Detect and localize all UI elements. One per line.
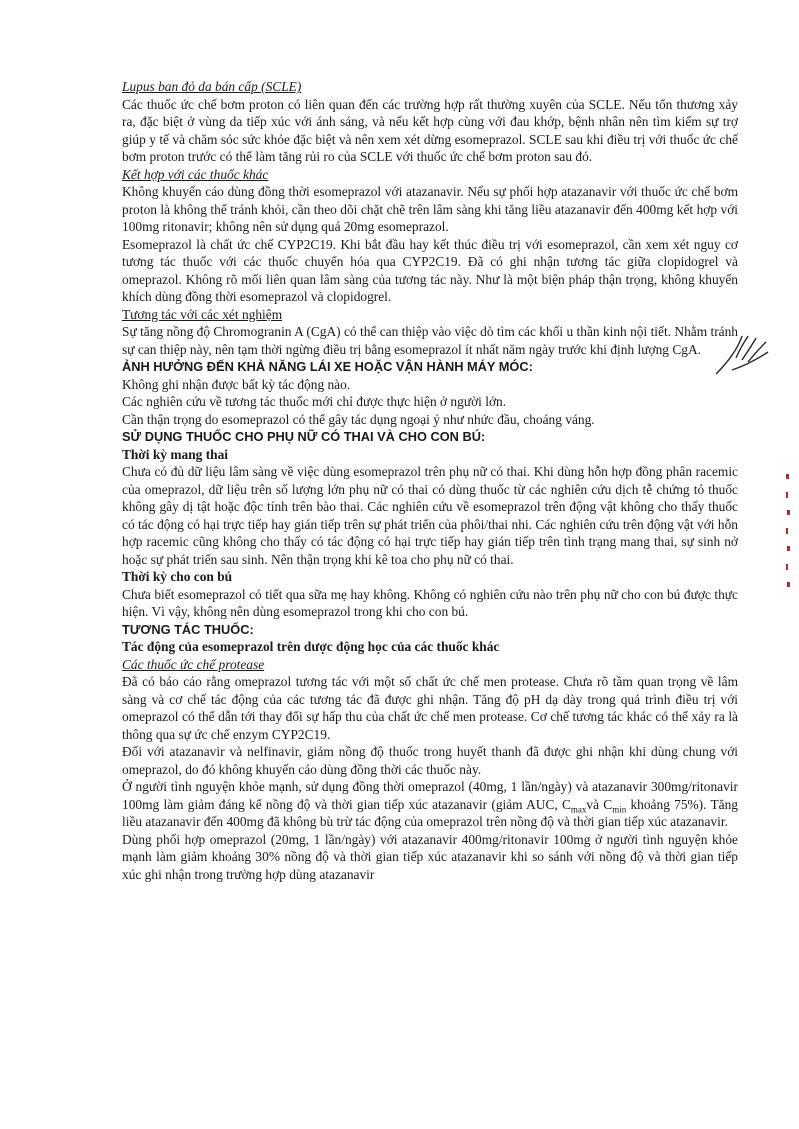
lactation-paragraph: Chưa biết esomeprazol có tiết qua sữa mẹ hay không. Không có nghiên cứu nào trên phụ nữ cho con bú được thực hiện. Vì vậy, không nên dùng esomeprazol trong khi cho con bú. <box>122 586 738 619</box>
combination-paragraph-2: Esomeprazol là chất ức chế CYP2C19. Khi bắt đầu hay kết thúc điều trị với esomeprazol, cần xem xét nguy cơ tương tác thuốc với các thuốc chuyển hóa qua CYP2C19. Đã có ghi nhận tương tác giữa clopidogrel và omeprazol. Không rõ mối liên quan lâm sàng của tương tác này. Như là một biện pháp thận trọng, không khuyến khích dùng đồng thời esomeprazol và clopidogrel. <box>122 236 738 304</box>
pregnancy-subheading: Thời kỳ mang thai <box>122 446 229 462</box>
protease-paragraph-3: Ở người tình nguyện khỏe mạnh, sử dụng đồng thời omeprazol (40mg, 1 lần/ngày) và atazanavir 300mg/ritonavir 100mg làm giảm đáng kể nồng độ và thời gian tiếp xúc atazanavir (giảm AUC, $C_{max}và$ $C_{min}$ khoảng 75%). Tăng liều atazanavir đến 400mg đã không bù trừ tác động của omeprazol trên nồng độ và thời gian tiếp xúc atazanavir. <box>122 779 739 829</box>
scle-heading: Lupus ban đỏ da bán cấp (SCLE) <box>122 79 302 94</box>
scle-paragraph: Các thuốc ức chế bơm proton có liên quan đến các trường hợp rất thường xuyên của SCLE. Nếu tổn thương xảy ra, đặc biệt ở vùng da tiếp xúc với ánh sáng, và nếu kết hợp cùng với đau khớp, bệnh nhân nên tìm kiếm sự trợ giúp y tế và chăm sóc sức khỏe đặc biệt và nên xem xét dừng esomeprazol. SCLE sau khi điều trị với thuốc ức chế bơm proton trước có thể làm tăng rủi ro của SCLE với thuốc ức chế bơm proton sau đó. <box>122 96 738 164</box>
handwritten-signature <box>712 330 772 378</box>
interactions-subheading: Tác động của esomeprazol trên dược động học của các thuốc khác <box>122 639 500 654</box>
combination-paragraph-1: Không khuyến cáo dùng đồng thời esomeprazol với atazanavir. Nếu sự phối hợp atazanavir với thuốc ức chế bơm proton là không thể tránh khỏi, cần theo dõi chặt chẽ trên lâm sàng khi tăng liều atazanavir đến 400mg kết hợp với 100mg ritonavir; không nên sử dụng quá 20mg esomeprazol. <box>122 184 738 234</box>
combination-heading: Kết hợp với các thuốc khác <box>122 166 269 182</box>
interactions-heading: TƯƠNG TÁC THUỐC: <box>122 621 254 637</box>
protease-paragraph-1: Đã có báo cáo rằng omeprazol tương tác với một số chất ức chế men protease. Chưa rõ tầm quan trọng về lâm sàng và cơ chế tác động của các tương tác đã được ghi nhận. Tăng độ pH dạ dày trong quá trình điều trị với omeprazol có thể dẫn tới thay đổi sự hấp thu của chất ức chế men protease. Cơ chế tương tác khác có thể xảy ra là thông qua sự ức chế enzym CYP2C19. <box>122 674 738 742</box>
lab-test-heading: Tương tác với các xét nghiệm <box>122 306 283 322</box>
document-page <box>122 78 738 883</box>
lactation-subheading: Thời kỳ cho con bú <box>122 569 233 584</box>
lab-test-paragraph: Sự tăng nồng độ Chromogranin A (CgA) có thể can thiệp vào việc dò tìm các khối u thần kinh nội tiết. Nhằm tránh sự can thiệp này, nên tạm thời ngừng điều trị bằng esomeprazol ít nhất năm ngày trước khi định lượng CgA. <box>122 324 738 357</box>
driving-heading: ẢNH HƯỞNG ĐẾN KHẢ NĂNG LÁI XE HOẶC VẬN HÀNH MÁY MÓC: <box>122 359 533 374</box>
pregnancy-heading: SỬ DỤNG THUỐC CHO PHỤ NỮ CÓ THAI VÀ CHO CON BÚ: <box>122 429 486 444</box>
edge-stamp-marks <box>782 470 796 606</box>
protease-paragraph-4: Dùng phối hợp omeprazol (20mg, 1 lần/ngày) với atazanavir 400mg/ritonavir 100mg ở người tình nguyện khỏe mạnh làm giảm khoảng 30% nồng độ và thời gian tiếp xúc atazanavir khi so sánh với nồng độ và thời gian tiếp xúc ghi nhận trong trường hợp dùng atazanavir <box>122 831 738 882</box>
driving-line-3: Cần thận trọng do esomeprazol có thể gây tác dụng ngoại ý như nhức đầu, choáng váng. <box>122 411 595 427</box>
pregnancy-paragraph: Chưa có đủ dữ liệu lâm sàng về việc dùng esomeprazol trên phụ nữ có thai. Khi dùng hỗn hợp đồng phân racemic của omeprazol, dữ liệu trên số lượng lớn phụ nữ có thai có dùng thuốc từ các nghiên cứu dịch tễ chứng tỏ thuốc không gây dị tật hoặc độc tính trên bào thai. Các nghiên cứu về esomeprazol trên động vật không cho thấy thuốc có tác động có hại trực tiếp hay gián tiếp trên sự phát triển của phôi/thai nhi. Các nghiên cứu trên động vật với hỗn hợp racemic cũng không cho thấy có tác động có hại trực tiếp hay gián tiếp trên tình trạng mang thai, sự sinh nở hoặc sự phát triển sau sinh. Nên thận trọng khi kê toa cho phụ nữ có thai. <box>122 464 738 567</box>
protease-heading: Các thuốc ức chế protease <box>122 656 265 672</box>
driving-line-2: Các nghiên cứu về tương tác thuốc mới chỉ được thực hiện ở người lớn. <box>122 394 507 409</box>
protease-paragraph-2: Đối với atazanavir và nelfinavir, giảm nồng độ thuốc trong huyết thanh đã được ghi nhận khi dùng chung với omeprazol, do đó không khuyến cáo dùng đồng thời các thuốc này. <box>122 744 738 777</box>
driving-line-1: Không ghi nhận được bất kỳ tác động nào. <box>122 376 351 392</box>
